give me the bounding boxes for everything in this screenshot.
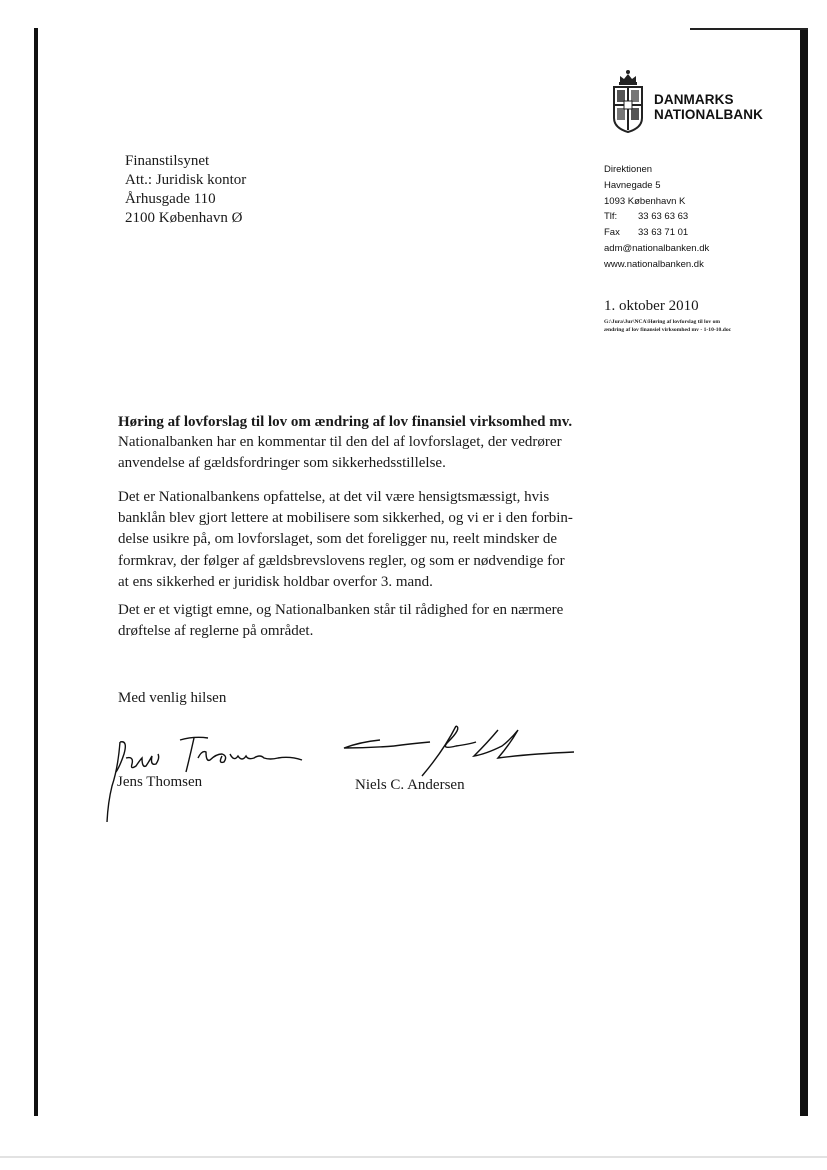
text-line: Det er Nationalbankens opfattelse, at det vil være hensigtsmæssigt, hvis xyxy=(118,489,550,505)
bank-name-line2: NATIONALBANK xyxy=(654,107,763,122)
file-reference-line: ændring af lov finansiel virksomhed mv - 1-10-10.doc xyxy=(604,327,732,333)
sender-department: Direktionen xyxy=(604,164,653,175)
text-line: drøftelse af reglerne på området. xyxy=(118,623,314,640)
signature-niels-c-andersen xyxy=(338,718,578,780)
text-line: anvendelse af gældsfordringer som sikkerhedsstillelse. xyxy=(118,455,446,472)
recipient-address xyxy=(125,152,246,228)
sender-info xyxy=(604,162,709,273)
phone-number: 33 63 63 63 xyxy=(638,211,689,223)
paragraph-2 xyxy=(118,487,573,593)
sender-email: adm@nationalbanken.dk xyxy=(604,242,710,254)
text-line: Nationalbanken har en kommentar til den del af lovforslaget, der vedrører xyxy=(118,434,562,450)
letter-date: 1. oktober 2010 xyxy=(604,298,699,314)
fax-number: 33 63 71 01 xyxy=(638,227,689,239)
file-reference-line: G:\Jura\Jur\NCA\Høring af lovforslag til lov om xyxy=(604,319,721,325)
royal-crest-icon xyxy=(610,68,646,134)
sender-fax-row xyxy=(604,225,709,241)
closing-salutation: Med venlig hilsen xyxy=(118,690,227,706)
scan-edge-right xyxy=(800,28,808,1116)
bank-logo xyxy=(610,68,770,138)
bank-name-line1: DANMARKS xyxy=(654,92,734,107)
scan-edge-left xyxy=(34,28,38,1116)
paragraph-3 xyxy=(118,600,563,642)
file-reference xyxy=(604,318,774,334)
signatory-name: Jens Thomsen xyxy=(117,774,203,790)
text-line: at ens sikkerhed er juridisk holdbar overfor 3. mand. xyxy=(118,573,433,590)
sender-street: Havnegade 5 xyxy=(604,179,661,191)
recipient-line: 2100 København Ø xyxy=(125,210,243,226)
phone-label: Tlf: xyxy=(604,211,618,223)
paragraph-1 xyxy=(118,432,562,474)
recipient-line: Århusgade 110 xyxy=(125,191,216,207)
text-line: delse usikre på, om lovforslaget, som det foreligger nu, reelt mindsker de xyxy=(118,531,558,548)
sender-city: 1093 København K xyxy=(604,195,686,207)
letter-subject: Høring af lovforslag til lov om ændring af lov finansiel virksomhed mv. xyxy=(118,414,573,430)
recipient-line: Att.: Juridisk kontor xyxy=(125,172,247,188)
scan-edge-bottom xyxy=(0,1156,827,1158)
sender-website: www.nationalbanken.dk xyxy=(604,258,704,270)
signatory-name: Niels C. Andersen xyxy=(355,777,465,793)
text-line: formkrav, der følger af gældsbrevslovens regler, og som er nødvendige for xyxy=(118,552,565,569)
text-line: banklån blev gjort lettere at mobilisere som sikkerhed, og vi er i den forbin- xyxy=(118,510,573,527)
recipient-line: Finanstilsynet xyxy=(125,153,210,169)
scan-edge-top xyxy=(690,28,808,30)
fax-label: Fax xyxy=(604,227,620,239)
bank-name xyxy=(654,92,763,122)
text-line: Det er et vigtigt emne, og Nationalbanken står til rådighed for en nærmere xyxy=(118,602,564,618)
sender-phone-row xyxy=(604,209,709,225)
